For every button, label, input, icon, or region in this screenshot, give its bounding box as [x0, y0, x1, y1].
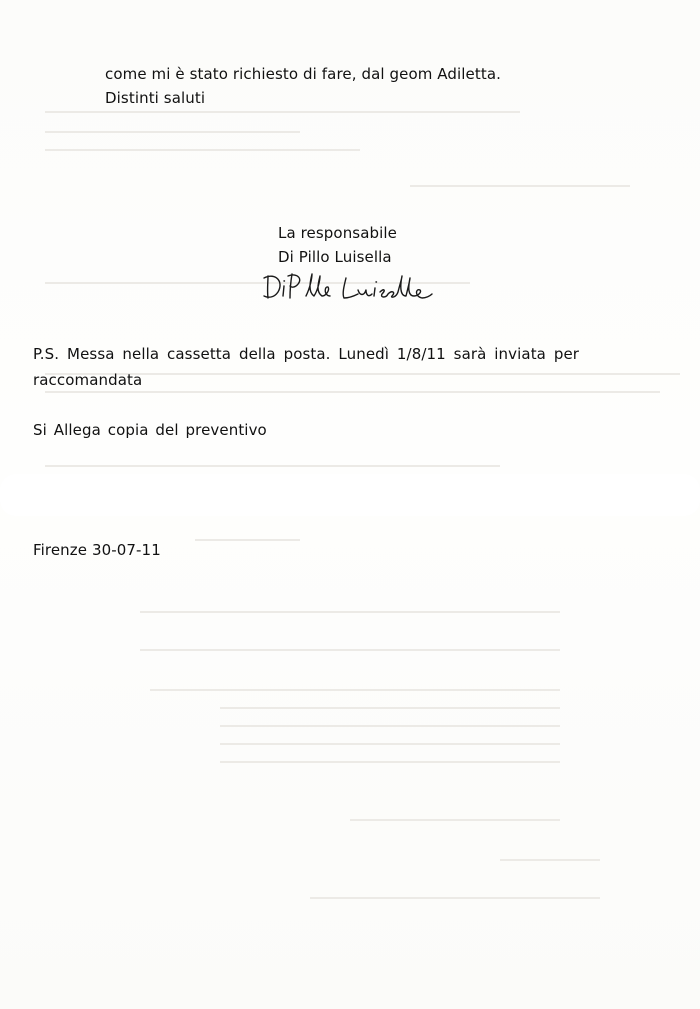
- handwritten-signature-icon: [258, 268, 438, 304]
- signatory-name: Di Pillo Luisella: [278, 248, 392, 266]
- redaction-band: [0, 474, 700, 516]
- place-and-date: Firenze 30-07-11: [33, 541, 161, 559]
- signatory-role: La responsabile: [278, 224, 397, 242]
- postscript-line: P.S. Messa nella cassetta della posta. Lunedì 1/8/11 sarà inviata per: [33, 345, 580, 363]
- attachment-note: Si Allega copia del preventivo: [33, 421, 267, 439]
- closing-line: come mi è stato richiesto di fare, dal geom Adiletta.: [105, 65, 502, 83]
- postscript-line-continued: raccomandata: [33, 371, 143, 389]
- salutation: Distinti saluti: [105, 89, 206, 107]
